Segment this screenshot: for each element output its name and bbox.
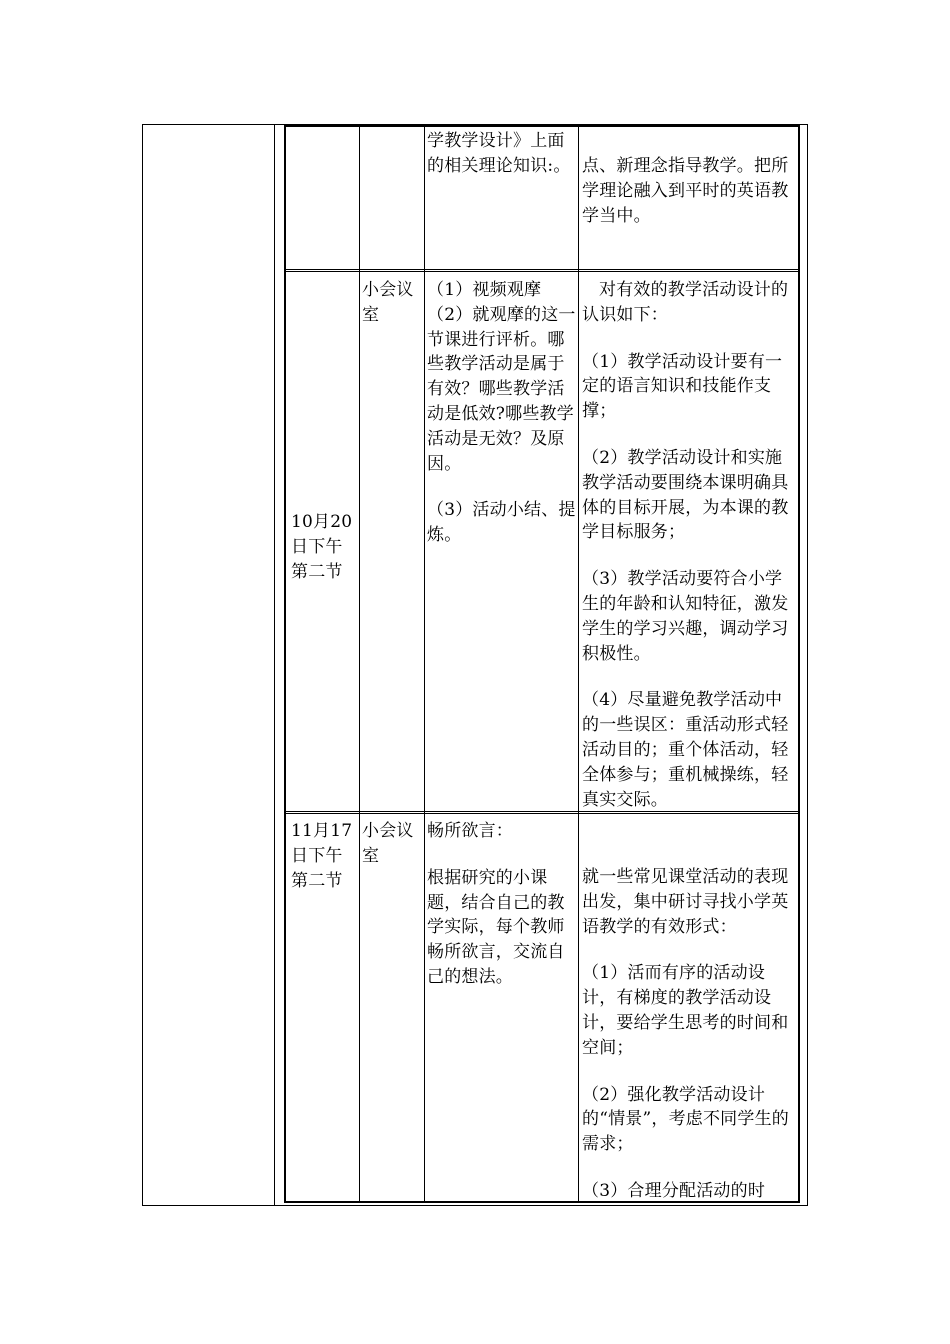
row3-result-para-1: 就一些常见课堂活动的表现出发，集中研讨寻找小学英语教学的有效形式： xyxy=(582,867,789,937)
row1-content-para: 学教学设计》上面的相关理论知识:。 xyxy=(427,131,571,176)
col-divider-place xyxy=(424,127,425,1201)
row2-result-para-1: 对有效的教学活动设计的认识如下： xyxy=(582,280,789,325)
row3-result-para-2: （1）活而有序的活动设计，有梯度的教学活动设计，要给学生思考的时间和空间； xyxy=(582,963,789,1058)
row2-result-para-5: （4）尽量避免教学活动中的一些误区：重活动形式轻活动目的；重个体活动，轻全体参与；重机械操练，轻真实交际。 xyxy=(582,690,789,810)
row3-content-para-2: 根据研究的小课题，结合自己的教学实际，每个教师畅所欲言，交流自己的想法。 xyxy=(427,867,565,987)
row2-place: 小会议室 xyxy=(362,280,414,325)
row-divider-1 xyxy=(286,269,798,272)
row2-result xyxy=(582,278,798,812)
col-divider-date xyxy=(359,127,360,1201)
row2-content-para-3: （3）活动小结、提炼。 xyxy=(427,500,576,546)
row1-content xyxy=(427,129,575,179)
row3-content xyxy=(427,819,577,990)
row2-date: 10月20日下午第二节 xyxy=(291,512,353,582)
row1-result xyxy=(582,154,796,228)
row2-result-para-2: （1）教学活动设计要有一定的语言知识和技能作支撑； xyxy=(582,351,783,422)
row2-result-para-4: （3）教学活动要符合小学生的年龄和认知特征，激发学生的学习兴趣，调动学习积极性。 xyxy=(582,569,789,664)
row3-content-para-1: 畅所欲言： xyxy=(427,821,513,841)
outer-column-divider xyxy=(274,124,275,1206)
row3-result xyxy=(582,865,798,1204)
row3-result-para-4: （3）合理分配活动的时 xyxy=(582,1180,766,1201)
row3-result-para-3: （2）强化教学活动设计的“情景”，考虑不同学生的需求； xyxy=(582,1084,789,1155)
row2-content-para-2: （2）就观摩的这一节课进行评析。哪些教学活动是属于有效？哪些教学活动是低效?哪些教学活动是无效？及原因。 xyxy=(427,304,576,474)
row2-content xyxy=(427,278,577,548)
row2-result-para-3: （2）教学活动设计和实施教学活动要围绕本课明确具体的目标开展，为本课的教学目标服务； xyxy=(582,447,789,543)
row3-place: 小会议室 xyxy=(362,821,414,866)
row2-content-para-1: （1）视频观摩 xyxy=(427,280,542,300)
row1-result-para: 点、新理念指导教学。把所学理论融入到平时的英语教学当中。 xyxy=(582,156,789,226)
col-divider-content xyxy=(578,127,579,1201)
row3-date: 11月17日下午第二节 xyxy=(291,821,353,891)
